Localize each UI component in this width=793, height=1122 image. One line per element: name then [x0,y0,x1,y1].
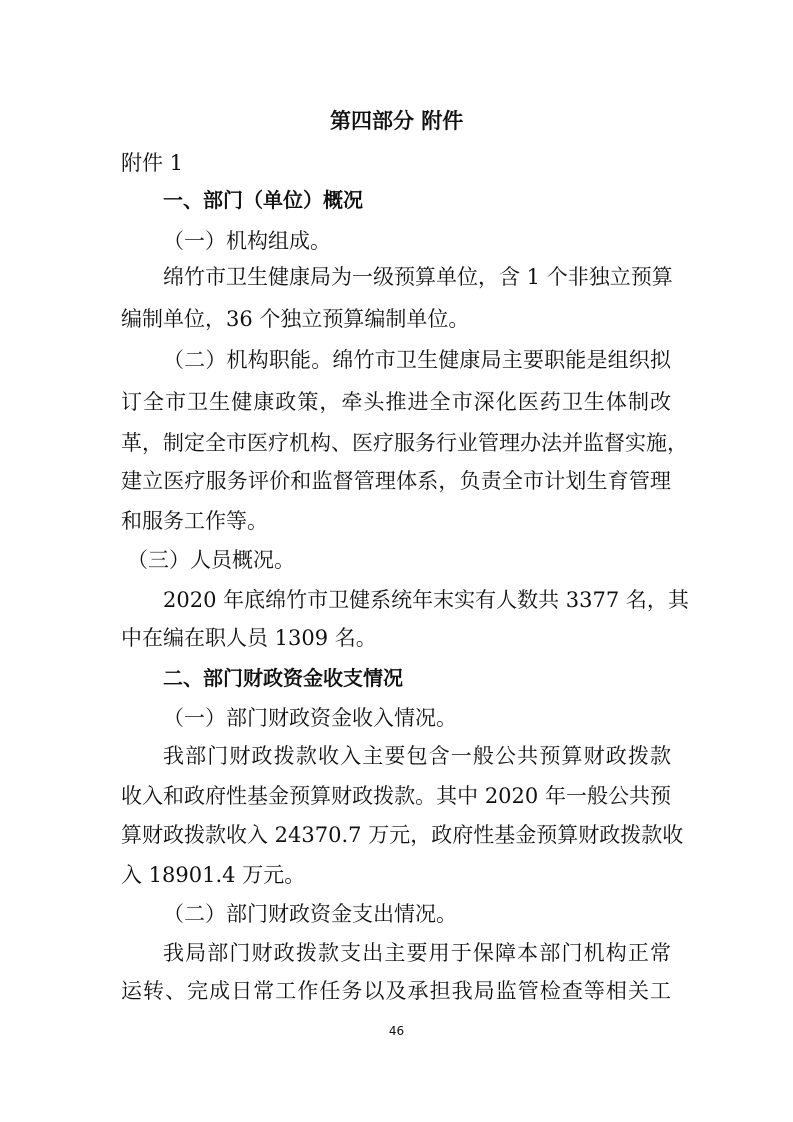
paragraph-line: 中在编在职人员 1309 名。 [121,626,377,650]
paragraph-line: 入 18901.4 万元。 [121,863,306,887]
subheading-personnel: （三）人员概况。 [127,548,295,572]
paragraph-line: 建立医疗服务评价和监督管理体系，负责全市计划生育管理 [121,469,671,493]
paragraph-line: 2020 年底绵竹市卫健系统年末实有人数共 3377 名，其 [163,588,689,612]
paragraph-line: 收入和政府性基金预算财政拨款。其中 2020 年一般公共预 [121,784,671,808]
page-title: 第四部分 附件 [330,109,464,133]
paragraph-line: 算财政拨款收入 24370.7 万元，政府性基金预算财政拨款收 [121,823,684,847]
page-number: 46 [388,1024,405,1038]
paragraph-line: 编制单位，36 个独立预算编制单位。 [121,307,470,331]
annex-label: 附件 1 [121,151,184,175]
paragraph-line: 我局部门财政拨款支出主要用于保障本部门机构正常 [163,941,671,965]
paragraph-line: 运转、完成日常工作任务以及承担我局监管检查等相关工 [121,979,671,1003]
paragraph-line: 和服务工作等。 [121,509,268,533]
section-heading-1: 一、部门（单位）概况 [163,188,363,212]
paragraph-line: 订全市卫生健康政策，牵头推进全市深化医药卫生体制改 [121,390,671,414]
subheading-org-structure: （一）机构组成。 [163,229,331,253]
subheading-expenditure: （二）部门财政资金支出情况。 [163,902,457,926]
paragraph-line: （二）机构职能。绵竹市卫生健康局主要职能是组织拟 [163,348,671,372]
paragraph-line: 我部门财政拨款收入主要包含一般公共预算财政拨款 [163,744,671,768]
paragraph-line: 绵竹市卫生健康局为一级预算单位，含 1 个非独立预算 [163,265,673,289]
paragraph-line: 革，制定全市医疗机构、医疗服务行业管理办法并监督实施， [121,431,688,455]
section-heading-2: 二、部门财政资金收支情况 [163,666,403,690]
subheading-income: （一）部门财政资金收入情况。 [163,706,457,730]
